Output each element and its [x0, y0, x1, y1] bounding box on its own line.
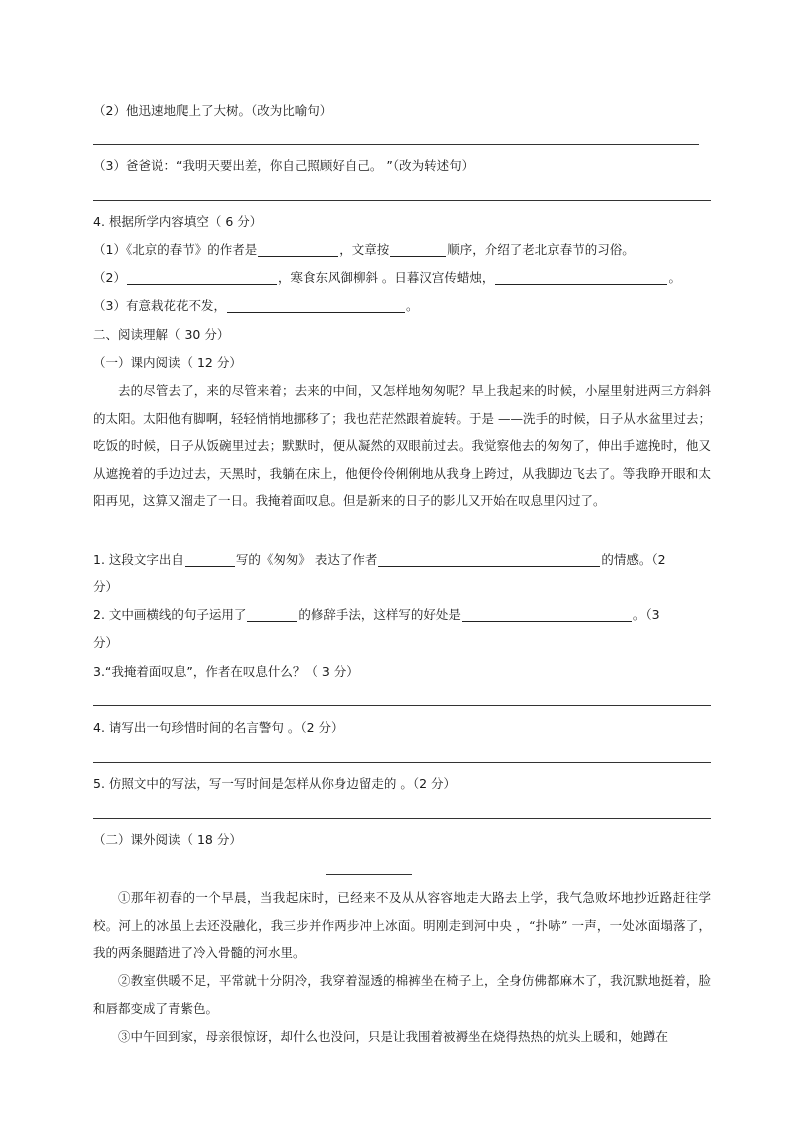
r2-text-a: 2. 文中画横线的句子运用了	[93, 607, 247, 622]
q4-2-text-a: （2）	[93, 270, 126, 285]
answer-line[interactable]	[93, 200, 711, 201]
q4-3-text-b: 。	[405, 298, 419, 313]
question-4-3	[93, 297, 418, 315]
question-4-2	[93, 269, 681, 287]
r2-text-c: 。（3	[632, 607, 660, 622]
section-2-title: 二、阅读理解（ 30 分）	[93, 327, 230, 342]
q4-1-text-c: 顺序，介绍了老北京春节的习俗。	[447, 242, 635, 257]
q4-3-text-a: （3）有意栽花花不发，	[93, 298, 226, 313]
fill-blank[interactable]	[185, 552, 235, 567]
question-4-title: 4. 根据所学内容填空（ 6 分）	[93, 214, 263, 229]
fill-blank[interactable]	[258, 242, 338, 257]
r1-text-c: 的情感。（2	[601, 552, 666, 567]
passage-1: 去的尽管去了，来的尽管来着；去来的中间，又怎样地匆匆呢？早上我起来的时候，小屋里射进两三方斜斜的太阳。太阳他有脚啊，轻轻悄悄地挪移了；我也茫茫然跟着旋转。于是 ——洗手的时候，日子从水盆里过去；吃饭的时候，日子从饭碗里过去；默默时，便从凝然的双眼前过去。我觉察他去的匆匆了，伸出手遮挽时，他又从遮挽着的手边过去，天黑时，我躺在床上，他便伶伶俐俐地从我身上跨过，从我脚边飞去了。等我睁开眼和太阳再见，这算又溜走了一日。我掩着面叹息。但是新来的日子的影儿又开始在叹息里闪过了。	[93, 383, 711, 508]
passage-2-paragraph-2: ②教室供暖不足，平常就十分阴冷，我穿着湿透的棉裤坐在椅子上，全身仿佛都麻木了，我沉默地挺着，脸和唇都变成了青紫色。	[93, 973, 711, 1016]
fill-blank[interactable]	[462, 607, 632, 622]
question-2-2: （2）他迅速地爬上了大树。（改为比喻句）	[93, 103, 333, 118]
question-4-1	[93, 241, 635, 259]
answer-line[interactable]	[93, 144, 699, 145]
fill-blank[interactable]	[378, 552, 600, 567]
q4-1-text-a: （1）《北京的春节》的作者是	[93, 242, 258, 257]
reading-question-4: 4. 请写出一句珍惜时间的名言警句 。（2 分）	[93, 720, 344, 735]
section-2-2-title: （二）课外阅读（ 18 分）	[93, 832, 242, 847]
fill-blank[interactable]	[127, 270, 277, 285]
question-2-3: （3）爸爸说：“我明天要出差，你自己照顾好自己。 ”（改为转述句）	[93, 158, 475, 173]
fill-blank[interactable]	[495, 270, 667, 285]
r2-text-b: 的修辞手法，这样写的好处是	[298, 607, 461, 622]
fill-blank[interactable]	[227, 298, 405, 313]
reading-question-2	[93, 606, 660, 624]
reading-question-5: 5. 仿照文中的写法，写一写时间是怎样从你身边留走的 。（2 分）	[93, 776, 457, 791]
title-blank[interactable]	[326, 874, 412, 875]
fill-blank[interactable]	[247, 607, 297, 622]
fill-blank[interactable]	[390, 242, 446, 257]
r1-text-b: 写的《匆匆》 表达了作者	[235, 552, 378, 567]
passage-2-paragraph-3: ③中午回到家，母亲很惊讶，却什么也没问，只是让我围着被褥坐在烧得热热的炕头上暖和，她蹲在	[118, 1029, 669, 1044]
reading-question-3: 3.“我掩着面叹息”，作者在叹息什么？（ 3 分）	[93, 664, 359, 679]
section-2-1-title: （一）课内阅读（ 12 分）	[93, 355, 242, 370]
r1-text-a: 1. 这段文字出自	[93, 552, 184, 567]
answer-line[interactable]	[93, 762, 711, 763]
q4-1-text-b: ，文章按	[339, 242, 390, 257]
answer-line[interactable]	[93, 818, 711, 819]
reading-question-1-score: 分）	[93, 579, 119, 594]
q4-2-text-c: 。	[668, 270, 681, 285]
passage-2-paragraph-1: ①那年初春的一个早晨，当我起床时，已经来不及从从容容地走大路去上学，我气急败坏地抄近路赶往学校。河上的冰虽上去还没融化，我三步并作两步冲上冰面。明刚走到河中央 ，“扑哧” 一声，一处冰面塌落了，我的两条腿踏进了冷入骨髓的河水里。	[93, 890, 711, 960]
answer-line[interactable]	[93, 705, 711, 706]
q4-2-text-b: ，寒食东风御柳斜 。日暮汉宫传蜡烛，	[277, 270, 495, 285]
reading-question-1	[93, 551, 666, 569]
reading-question-2-score: 分）	[93, 635, 119, 650]
